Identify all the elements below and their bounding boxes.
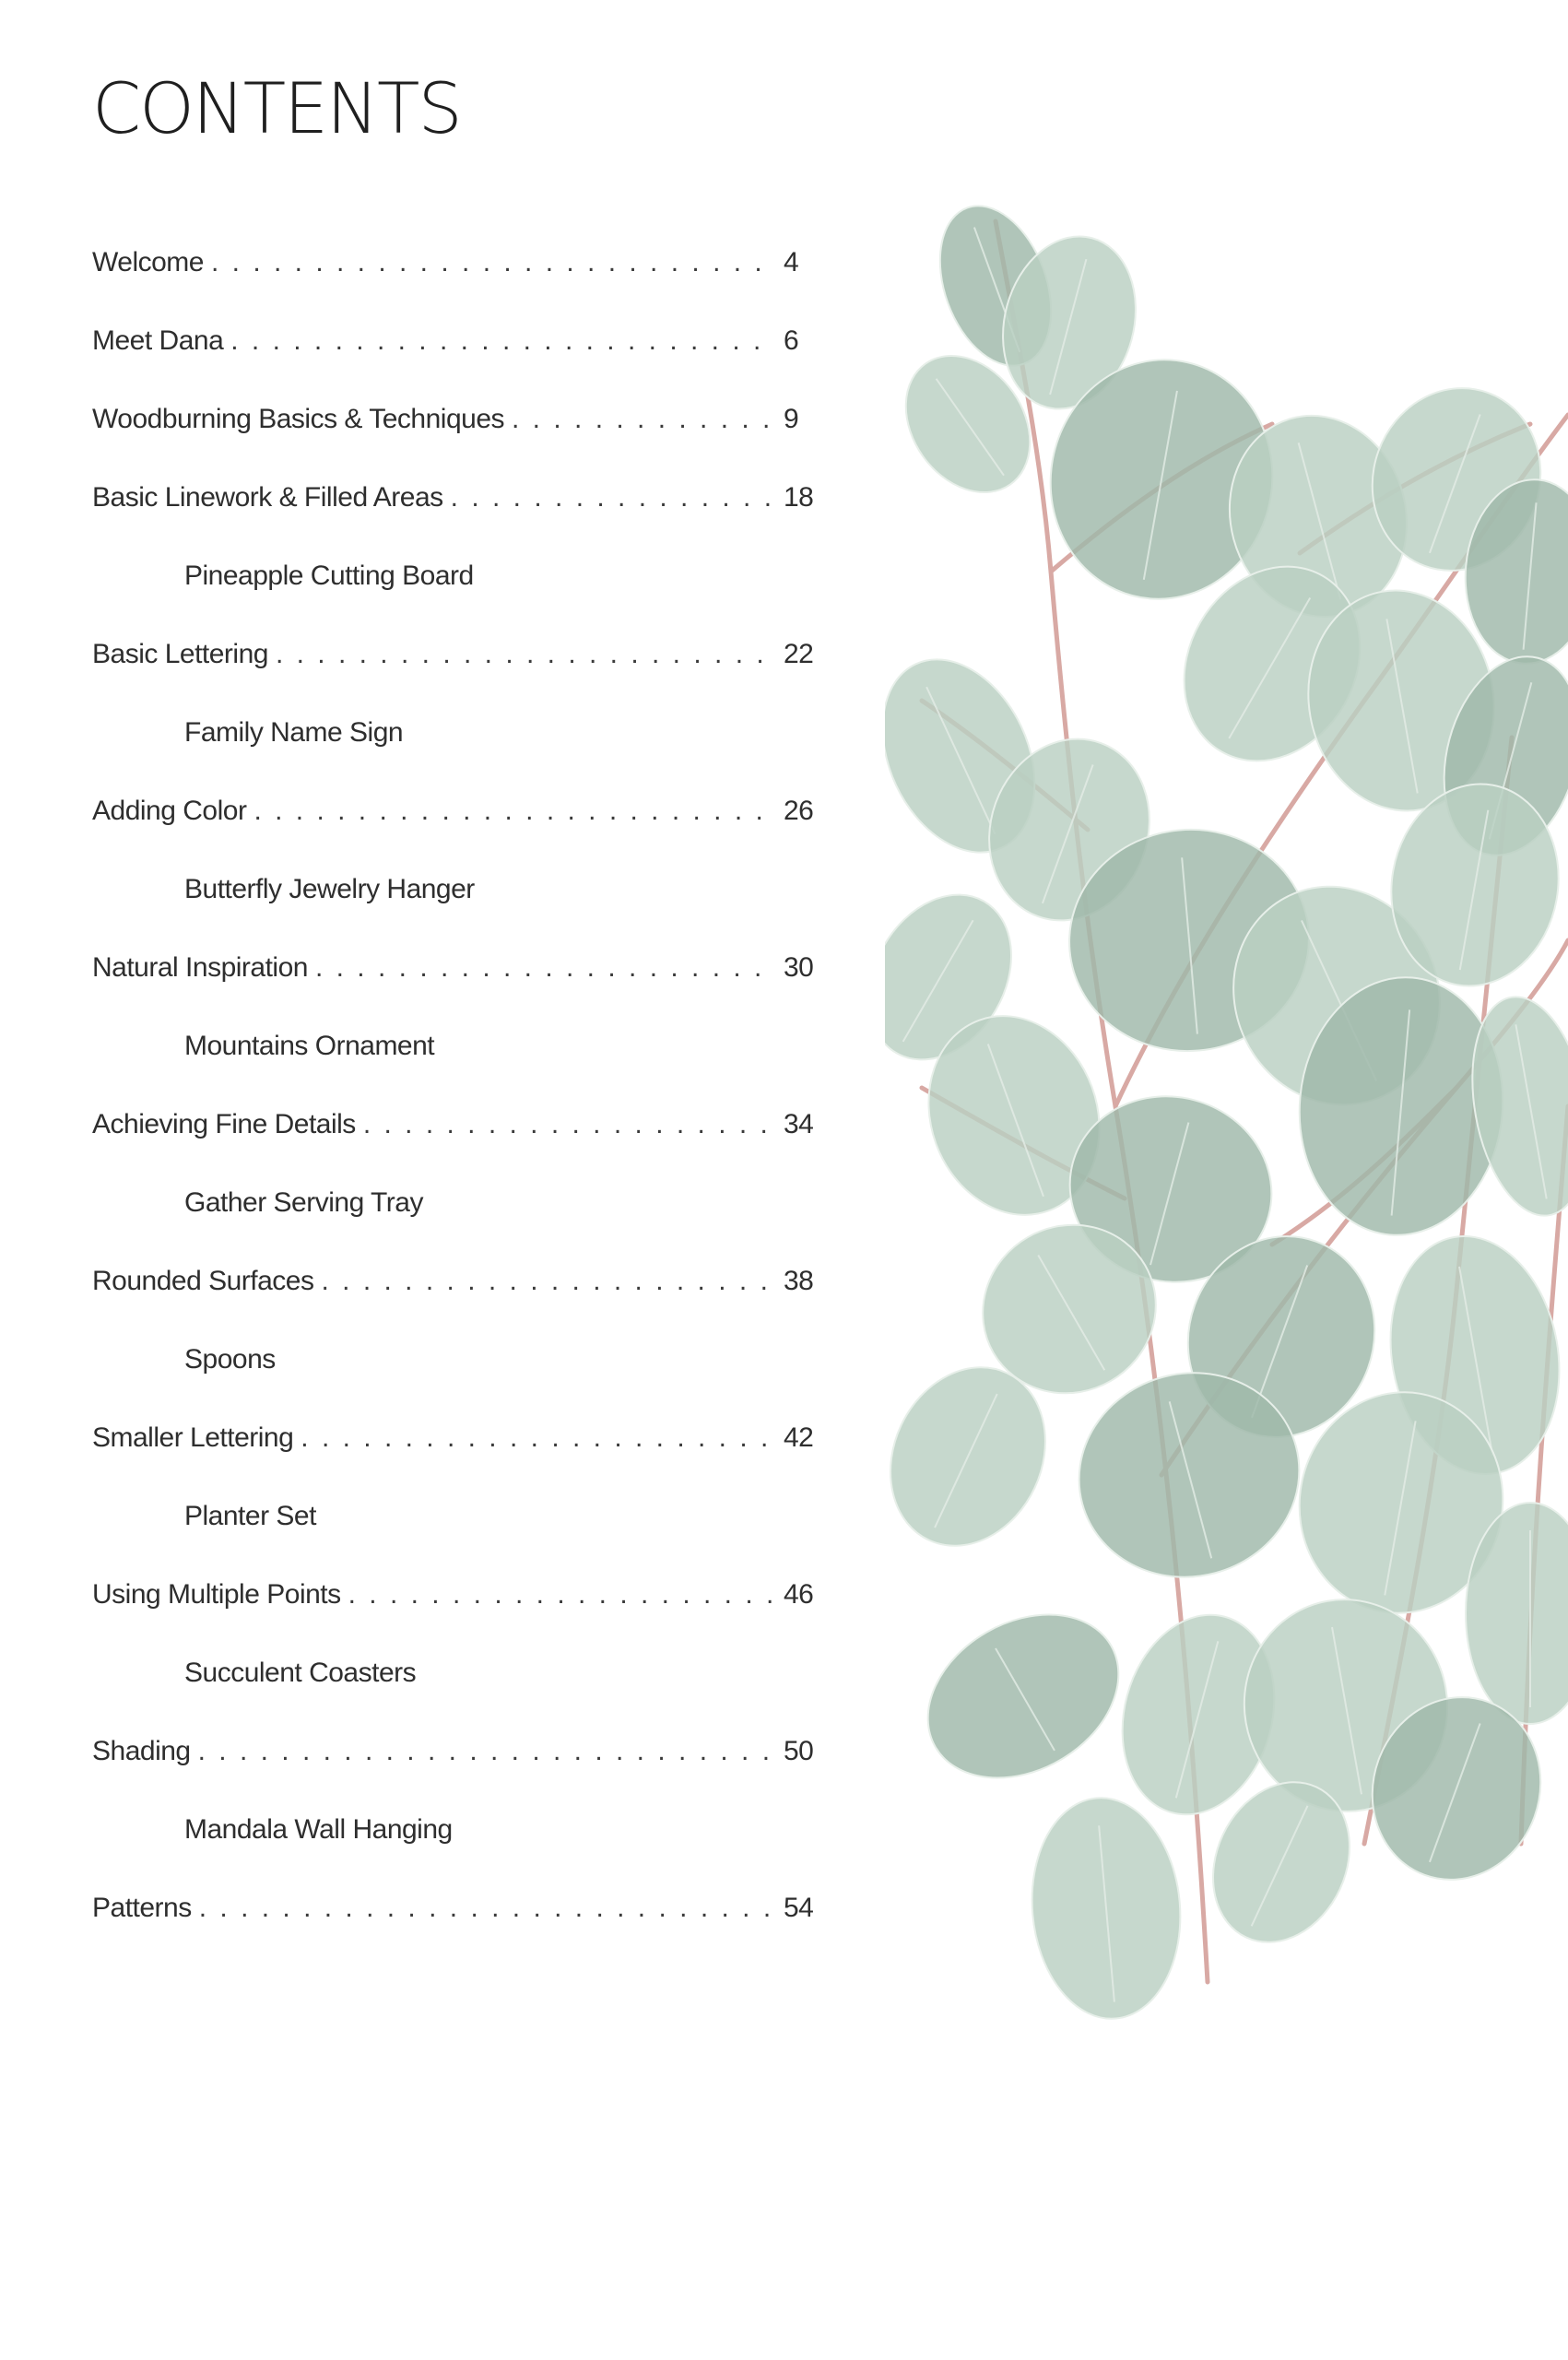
dot-leader [322, 1266, 775, 1297]
toc-entry-title: Achieving Fine Details [92, 1108, 356, 1139]
page-title: CONTENTS [92, 67, 461, 149]
toc-entry-title: Mandala Wall Hanging [184, 1813, 453, 1845]
toc-entry[interactable] [92, 458, 820, 537]
toc-page-number: 26 [784, 795, 814, 826]
dot-leader [301, 1422, 774, 1454]
toc-entry-title: Basic Lettering [92, 638, 268, 669]
toc-page-number: 38 [784, 1265, 814, 1296]
dot-leader [211, 247, 774, 278]
toc-entry-title: Spoons [184, 1343, 276, 1375]
toc-page-number: 18 [784, 481, 814, 513]
toc-entry-title: Meet Dana [92, 324, 224, 356]
toc-entry[interactable] [92, 223, 820, 301]
dot-leader [348, 1579, 774, 1611]
dot-leader [198, 1736, 774, 1767]
toc-entry[interactable] [92, 615, 820, 693]
toc-entry-title: Rounded Surfaces [92, 1265, 314, 1296]
toc-entry-title: Family Name Sign [184, 716, 404, 748]
toc-entry-title: Pineapple Cutting Board [184, 560, 474, 591]
toc-page-number: 42 [784, 1422, 814, 1453]
toc-entry[interactable] [92, 380, 820, 458]
toc-entry[interactable] [92, 1555, 820, 1634]
toc-entry-title: Gather Serving Tray [184, 1186, 423, 1218]
toc-entry[interactable] [92, 1398, 820, 1477]
toc-subentry[interactable] [92, 1320, 820, 1398]
toc-entry[interactable] [92, 1712, 820, 1790]
toc-entry-title: Welcome [92, 246, 204, 277]
toc-page-number: 54 [784, 1892, 814, 1923]
toc-entry-title: Mountains Ornament [184, 1030, 435, 1061]
table-of-contents [92, 223, 820, 1947]
dot-leader [363, 1109, 774, 1140]
toc-entry[interactable] [92, 1085, 820, 1163]
toc-entry-title: Butterfly Jewelry Hanger [184, 873, 475, 904]
toc-entry[interactable] [92, 301, 820, 380]
dot-leader [315, 952, 774, 984]
toc-subentry[interactable] [92, 1477, 820, 1555]
toc-entry-title: Woodburning Basics & Techniques [92, 403, 505, 434]
toc-entry[interactable] [92, 1869, 820, 1947]
toc-entry-title: Planter Set [184, 1500, 316, 1531]
dot-leader [451, 482, 774, 513]
toc-entry-title: Succulent Coasters [184, 1657, 417, 1688]
toc-subentry[interactable] [92, 693, 820, 772]
toc-entry-title: Basic Linework & Filled Areas [92, 481, 443, 513]
eucalyptus-branch-icon [885, 184, 1568, 2028]
dot-leader [276, 639, 774, 670]
toc-page-number: 30 [784, 951, 814, 983]
toc-subentry[interactable] [92, 1007, 820, 1085]
dot-leader [253, 796, 774, 827]
toc-entry-title: Smaller Lettering [92, 1422, 294, 1453]
toc-subentry[interactable] [92, 850, 820, 928]
toc-page-number: 22 [784, 638, 814, 669]
toc-page-number: 4 [784, 246, 799, 277]
toc-page-number: 46 [784, 1578, 814, 1610]
dot-leader [512, 404, 774, 435]
toc-entry-title: Adding Color [92, 795, 247, 826]
toc-entry-title: Shading [92, 1735, 191, 1766]
toc-subentry[interactable] [92, 1163, 820, 1242]
toc-page-number: 50 [784, 1735, 814, 1766]
toc-entry-title: Natural Inspiration [92, 951, 308, 983]
toc-entry[interactable] [92, 928, 820, 1007]
toc-entry-title: Patterns [92, 1892, 192, 1923]
toc-entry[interactable] [92, 1242, 820, 1320]
toc-subentry[interactable] [92, 1634, 820, 1712]
toc-entry-title: Using Multiple Points [92, 1578, 341, 1610]
toc-page-number: 6 [784, 324, 799, 356]
toc-subentry[interactable] [92, 1790, 820, 1869]
dot-leader [199, 1893, 774, 1924]
toc-page-number: 9 [784, 403, 799, 434]
toc-subentry[interactable] [92, 537, 820, 615]
dot-leader [230, 325, 774, 357]
toc-page-number: 34 [784, 1108, 814, 1139]
toc-entry[interactable] [92, 772, 820, 850]
